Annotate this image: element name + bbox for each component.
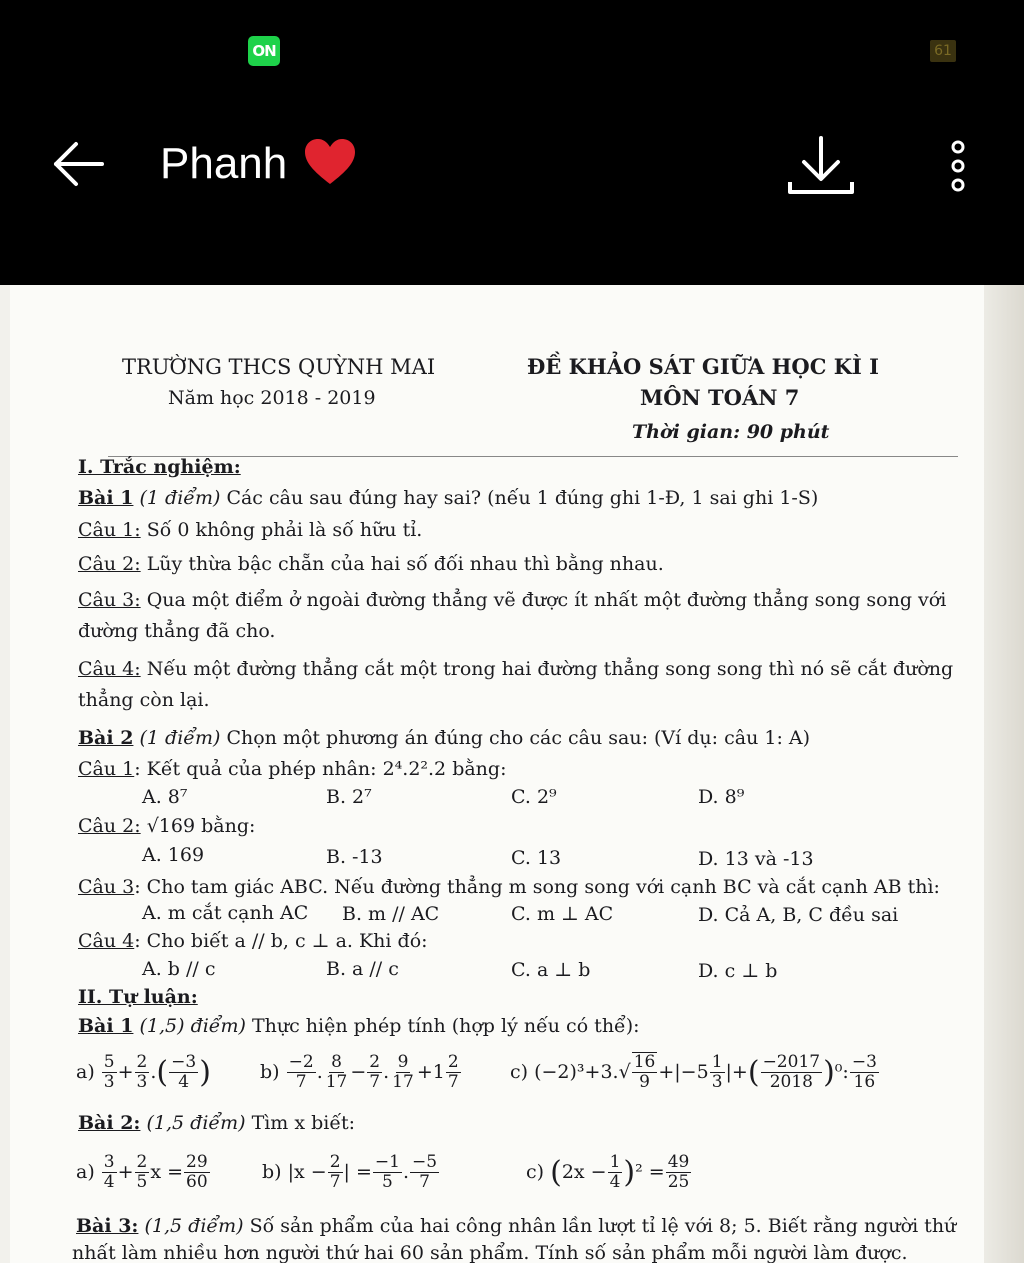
option: C. 13 (511, 847, 562, 869)
heart-icon (303, 138, 357, 188)
option: C. a ⊥ b (511, 959, 591, 981)
exam-document (0, 285, 1024, 1263)
bai2-text: Chọn một phương án đúng cho các câu sau: (Ví dụ: câu 1: A) (226, 727, 811, 749)
question-continuation: nhất làm nhiều hơn người thứ hai 60 sản phẩm. Tính số sản phẩm mỗi người làm được. (72, 1242, 908, 1263)
on-badge: ON (248, 36, 280, 66)
tl-bai2-line (78, 1111, 355, 1135)
tl-bai1-points: (1,5) điểm) (139, 1015, 246, 1037)
bai1-text: Các câu sau đúng hay sai? (nếu 1 đúng ghi 1-Đ, 1 sai ghi 1-S) (226, 487, 819, 509)
option: C. m ⊥ AC (511, 903, 614, 925)
download-button[interactable] (786, 134, 856, 196)
section-tu-luan: II. Tự luận: (78, 986, 198, 1008)
option: D. Cả A, B, C đều sai (698, 904, 899, 926)
exam-subject: MÔN TOÁN 7 (640, 385, 800, 410)
top-app-bar (0, 0, 1024, 285)
back-button[interactable] (52, 138, 106, 190)
question-text: Nếu một đường thẳng cắt một trong hai đường thẳng song song thì nó sẽ cắt đường (146, 658, 954, 680)
option: B. m // AC (342, 903, 440, 925)
school-year: Năm học 2018 - 2019 (168, 387, 376, 409)
question-text: Số 0 không phải là số hữu tỉ. (146, 519, 423, 541)
option: B. -13 (326, 846, 383, 868)
expr-1a: a) $\frac{5}{3}$ + $\frac{2}{3}$ . ( $\frac{-3}{4}$ ) (76, 1051, 211, 1092)
option: A. b // c (142, 958, 216, 980)
mc-question (78, 757, 506, 781)
bai2-line (78, 726, 810, 750)
option: A. 169 (142, 844, 205, 866)
tl-bai1-text: Thực hiện phép tính (hợp lý nếu có thể): (251, 1015, 640, 1037)
tl-bai3-line (76, 1214, 956, 1238)
question-label: Câu 2: (78, 553, 141, 575)
tl-bai3-points: (1,5 điểm) (144, 1215, 244, 1237)
tl-bai3-text: Số sản phẩm của hai công nhân lần lượt tỉ lệ với 8; 5. Biết rằng người thứ (249, 1215, 957, 1237)
expr-1c: c) (−2)³+3.√ $\frac{16}{9}$ +|−5 $\frac{1}{3}$ |+ ( $\frac{-2017}{2018}$ ) ⁰: $\frac{-3}{16}$ (510, 1051, 877, 1092)
question-continuation: đường thẳng đã cho. (78, 620, 276, 642)
bai1-line (78, 486, 818, 510)
mc-question (78, 814, 255, 838)
question-label: Câu 3: (78, 589, 141, 611)
expr-2c: c) ( 2x − $\frac{1}{4}$ ) ² = $\frac{49}{25}$ (526, 1151, 690, 1192)
tl-bai1-label: Bài 1 (78, 1015, 134, 1037)
question-label: Câu 1 (78, 758, 135, 780)
download-icon (786, 134, 856, 196)
mc-question (78, 929, 428, 953)
bai1-points: (1 điểm) (139, 487, 221, 509)
bai1-label: Bài 1 (78, 487, 134, 509)
question-label: Câu 2: (78, 815, 141, 837)
tf-question (78, 518, 422, 542)
question-text: Qua một điểm ở ngoài đường thẳng vẽ được ít nhất một đường thẳng song song với (146, 589, 947, 611)
tl-bai2-label: Bài 2: (78, 1112, 141, 1134)
exam-time: Thời gian: 90 phút (632, 421, 830, 443)
tf-question (78, 552, 664, 576)
tl-bai3-label: Bài 3: (76, 1215, 139, 1237)
option: A. m cắt cạnh AC (142, 902, 309, 924)
question-label: Câu 4 (78, 930, 135, 952)
tl-bai2-text: Tìm x biết: (251, 1112, 356, 1134)
question-text: Lũy thừa bậc chẵn của hai số đối nhau thì bằng nhau. (146, 553, 664, 575)
question-text: : Cho biết a // b, c ⊥ a. Khi đó: (134, 930, 428, 952)
option: A. 8⁷ (142, 786, 188, 808)
more-vertical-icon (944, 140, 972, 192)
tf-question (78, 588, 946, 612)
exam-title: ĐỀ KHẢO SÁT GIỮA HỌC KÌ I (527, 354, 879, 379)
tf-question (78, 657, 953, 681)
bai2-points: (1 điểm) (139, 727, 221, 749)
bai2-label: Bài 2 (78, 727, 134, 749)
mc-question (78, 875, 940, 899)
battery-badge: 61 (930, 40, 956, 62)
question-text: : Kết quả của phép nhân: 2⁴.2².2 bằng: (134, 758, 507, 780)
question-label: Câu 3 (78, 876, 135, 898)
option: C. 2⁹ (511, 786, 557, 808)
school-name: TRƯỜNG THCS QUỲNH MAI (122, 355, 436, 379)
option: B. a // c (326, 958, 399, 980)
question-continuation: thẳng còn lại. (78, 689, 210, 711)
chat-title: Phanh (160, 139, 288, 188)
question-text: : Cho tam giác ABC. Nếu đường thẳng m song song với cạnh BC và cắt cạnh AB thì: (134, 876, 940, 898)
expr-2a: a) $\frac{3}{4}$ + $\frac{2}{5}$ x = $\frac{29}{60}$ (76, 1151, 208, 1192)
question-label: Câu 4: (78, 658, 141, 680)
arrow-left-icon (52, 138, 106, 190)
question-label: Câu 1: (78, 519, 141, 541)
option: D. 13 và -13 (698, 848, 814, 870)
expr-2b: b) |x − $\frac{2}{7}$ | = $\frac{-1}{5}$ . $\frac{-5}{7}$ (262, 1151, 438, 1192)
option: B. 2⁷ (326, 786, 372, 808)
more-options-button[interactable] (944, 140, 972, 192)
expr-1b: b) $\frac{-2}{7}$ . $\frac{8}{17}$ − $\frac{2}{7}$ . $\frac{9}{17}$ +1 $\frac{2}{7}$ (260, 1051, 459, 1092)
question-text: √169 bằng: (146, 815, 256, 837)
section-trac-nghiem: I. Trắc nghiệm: (78, 456, 241, 478)
exam-photo[interactable] (0, 285, 1024, 1263)
option: D. 8⁹ (698, 786, 745, 808)
option: D. c ⊥ b (698, 960, 778, 982)
tl-bai2-points: (1,5 điểm) (146, 1112, 246, 1134)
tl-bai1-line (78, 1014, 640, 1038)
